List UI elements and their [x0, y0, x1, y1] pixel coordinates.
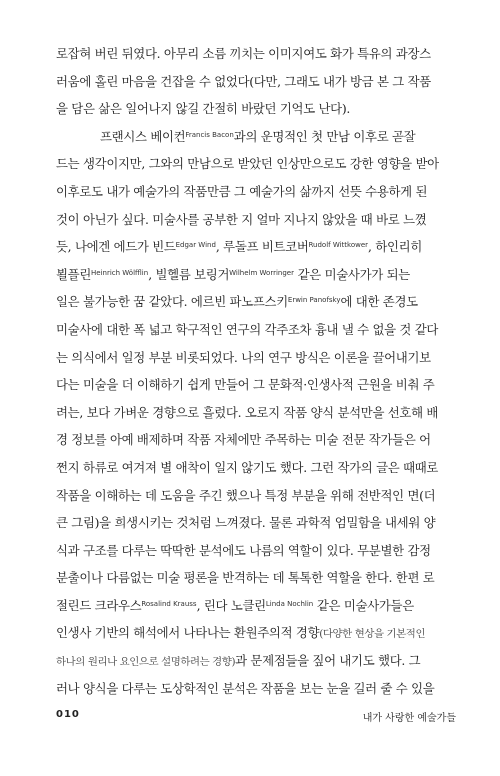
text-line — [56, 40, 456, 68]
text-run: 려는, 보다 가벼운 경향으로 흘렀다. 오로지 작품 양식 분석만을 선호해 배 — [56, 404, 439, 420]
text-line — [56, 344, 456, 372]
text-line — [56, 123, 456, 151]
text-run: 듯, 나에겐 에드가 빈드 — [56, 239, 176, 255]
text-line — [56, 206, 456, 234]
text-line — [56, 68, 456, 96]
text-run: 것이 아닌가 싶다. 미술사를 공부한 지 얼마 지나지 않았을 때 바로 느꼈 — [56, 211, 427, 227]
text-run: 과 문제점들을 짚어 내기도 했다. 그 — [235, 653, 421, 669]
text-run: , 빌헬름 보링거 — [148, 266, 230, 282]
text-line — [56, 482, 456, 510]
text-line — [56, 233, 456, 261]
running-title: 내가 사랑한 예술가들 — [362, 713, 456, 724]
text-run: 큰 그림)을 희생시키는 것처럼 느껴졌다. 물론 과학적 엄밀함을 내세워 양 — [56, 515, 436, 531]
text-run: 절린드 크라우스 — [56, 597, 142, 613]
text-run: 을 담은 삶은 일어나지 않길 간절히 바랐던 기억도 난다). — [56, 101, 351, 117]
text-run: 러나 양식을 다루는 도상학적인 분석은 작품을 보는 눈을 길러 줄 수 있을 — [56, 680, 435, 696]
text-run: 쩐지 하류로 여겨져 별 애착이 일지 않기도 했다. 그런 작가의 글은 때때로 — [56, 459, 439, 475]
text-line — [56, 675, 456, 703]
text-run: 인생사 기반의 해석에서 나타나는 환원주의적 경향 — [56, 625, 320, 641]
text-line — [56, 399, 456, 427]
text-line — [56, 426, 456, 454]
text-line — [56, 647, 456, 675]
text-run: 는 의식에서 일정 부분 비롯되었다. 나의 연구 방식은 이론을 끌어내기보 — [56, 349, 431, 365]
original-name-annotation: Rosalind Krauss — [141, 599, 197, 608]
text-line — [56, 371, 456, 399]
text-run: 에 대한 존경도 — [340, 294, 418, 310]
explanatory-gloss: (다양한 현상을 기본적인 — [319, 628, 426, 641]
text-line — [56, 537, 456, 565]
text-line — [56, 564, 456, 592]
text-run: 같은 미술사가가 되는 — [293, 266, 410, 282]
explanatory-gloss: 하나의 원리나 요인으로 설명하려는 경향) — [56, 656, 236, 669]
text-line — [56, 619, 456, 647]
original-name-annotation: Edgar Wind — [175, 241, 216, 250]
text-run: 러움에 홀린 마음을 건잡을 수 없었다(다만, 그래도 내가 방금 본 그 작품 — [56, 73, 431, 89]
text-run: 이후로도 내가 예술가의 작품만큼 그 예술가의 삶까지 선뜻 수용하게 된 — [56, 183, 428, 199]
text-line — [56, 592, 456, 620]
original-name-annotation: Heinrich Wölfflin — [91, 268, 149, 277]
text-line — [56, 150, 456, 178]
text-line — [56, 316, 456, 344]
text-run: 경 정보를 아예 배제하며 작품 자체에만 주목하는 미술 전문 작가들은 어 — [56, 432, 431, 448]
text-run: , 하인리히 — [368, 239, 423, 255]
original-name-annotation: Linda Nochlin — [265, 599, 314, 608]
text-run: 로잡혀 버린 뒤였다. 아무리 소름 끼치는 이미지여도 화가 특유의 과장스 — [56, 46, 431, 61]
text-line — [56, 288, 456, 316]
text-run: 뵐플린 — [56, 266, 92, 282]
original-name-annotation: Erwin Panofsky — [287, 296, 341, 305]
text-line — [56, 509, 456, 537]
text-run: 분출이나 다름없는 미술 평론을 반격하는 데 톡톡한 역할을 한다. 한편 로 — [56, 570, 435, 586]
text-run: 같은 미술사가들은 — [313, 597, 414, 613]
text-run: 식과 구조를 다루는 딱딱한 분석에도 나름의 역할이 있다. 무분별한 감정 — [56, 542, 431, 558]
text-run: 작품을 이해하는 데 도움을 주긴 했으나 특정 부분을 위해 전반적인 면(더 — [56, 487, 436, 503]
original-name-annotation: Rudolf Wittkower — [308, 241, 369, 250]
text-line — [56, 261, 456, 289]
original-name-annotation: Wilhelm Worringer — [229, 268, 294, 277]
text-run: 미술사에 대한 폭 넓고 학구적인 연구의 각주조차 흉내 낼 수 없을 것 같다 — [56, 321, 439, 337]
text-run: 과의 운명적인 첫 만남 이후로 곧잘 — [233, 128, 416, 144]
text-line — [56, 95, 456, 123]
text-run: 드는 생각이지만, 그와의 만남으로 받았던 인상만으로도 강한 영향을 받아 — [56, 156, 439, 172]
original-name-annotation: Francis Bacon — [185, 130, 234, 139]
text-run: , 린다 노클린 — [196, 597, 266, 613]
text-run: 일은 불가능한 꿈 같았다. 에르빈 파노프스키 — [56, 294, 288, 310]
page-number: 010 — [56, 709, 80, 720]
text-run: 다는 미술을 더 이해하기 쉽게 만들어 그 문화적·인생사적 근원을 비춰 주 — [56, 377, 435, 393]
text-line — [56, 454, 456, 482]
text-run: 프랜시스 베이컨 — [100, 128, 186, 144]
text-line — [56, 178, 456, 206]
text-run: , 루돌프 비트코버 — [215, 239, 309, 255]
body-text — [56, 40, 456, 702]
